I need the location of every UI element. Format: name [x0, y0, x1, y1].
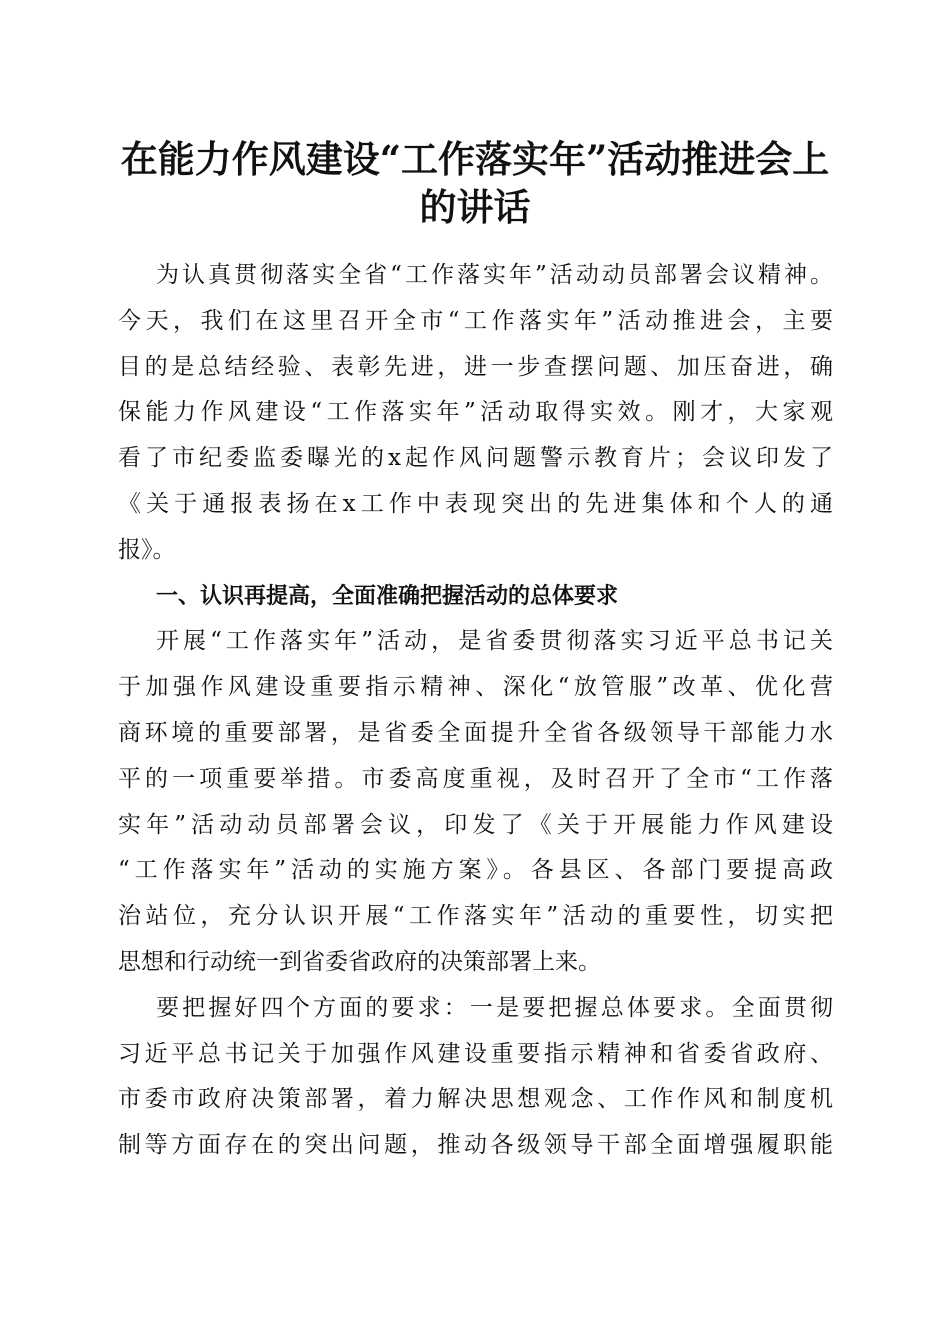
paragraph-intro — [118, 253, 833, 574]
document-title-line-2: 的讲话 — [419, 185, 531, 229]
document-title-line-1: 在能力作风建设“工作落实年”活动推进会上 — [120, 137, 830, 181]
paragraph-line: 为认真贯彻落实全省“工作落实年”活动动员部署会议精神。 — [156, 262, 833, 288]
document-body — [118, 253, 833, 1169]
paragraph-line: 报》。 — [118, 536, 176, 563]
paragraph-line: 治站位，充分认识开展“工作落实年”活动的重要性，切实把 — [118, 903, 833, 930]
paragraph-line: 今天，我们在这里召开全市“工作落实年”活动推进会，主要 — [118, 307, 833, 334]
paragraph-line: 制等方面存在的突出问题，推动各级领导干部全面增强履职能 — [118, 1132, 833, 1159]
paragraph-line: 目的是总结经验、表彰先进，进一步查摆问题、加压奋进，确 — [118, 353, 833, 380]
paragraph-line: 看了市纪委监委曝光的x起作风问题警示教育片；会议印发了 — [118, 445, 833, 472]
paragraph-line: 商环境的重要部署，是省委全面提升全省各级领导干部能力水 — [118, 719, 833, 746]
paragraph-line: “工作落实年”活动的实施方案》。各县区、各部门要提高政 — [118, 857, 833, 884]
paragraph-line: 思想和行动统一到省委省政府的决策部署上来。 — [118, 948, 601, 975]
paragraph-line: 市委市政府决策部署，着力解决思想观念、工作作风和制度机 — [118, 1086, 833, 1113]
paragraph-line: 保能力作风建设“工作落实年”活动取得实效。刚才，大家观 — [118, 399, 833, 426]
paragraph-line: 开展“工作落实年”活动，是省委贯彻落实习近平总书记关 — [156, 628, 833, 655]
section-heading-1: 一、认识再提高，全面准确把握活动的总体要求 — [156, 583, 619, 609]
paragraph-requirements — [118, 986, 833, 1169]
paragraph-line: 平的一项重要举措。市委高度重视，及时召开了全市“工作落 — [118, 765, 833, 792]
paragraph-line: 习近平总书记关于加强作风建设重要指示精神和省委省政府、 — [118, 1040, 833, 1067]
paragraph-line: 于加强作风建设重要指示精神、深化“放管服”改革、优化营 — [118, 674, 833, 701]
paragraph-line: 《关于通报表扬在x工作中表现突出的先进集体和个人的通 — [118, 490, 833, 517]
paragraph-line: 实年”活动动员部署会议，印发了《关于开展能力作风建设 — [118, 811, 833, 838]
paragraph-line: 要把握好四个方面的要求：一是要把握总体要求。全面贯彻 — [156, 994, 833, 1021]
paragraph-section-1 — [118, 619, 833, 985]
